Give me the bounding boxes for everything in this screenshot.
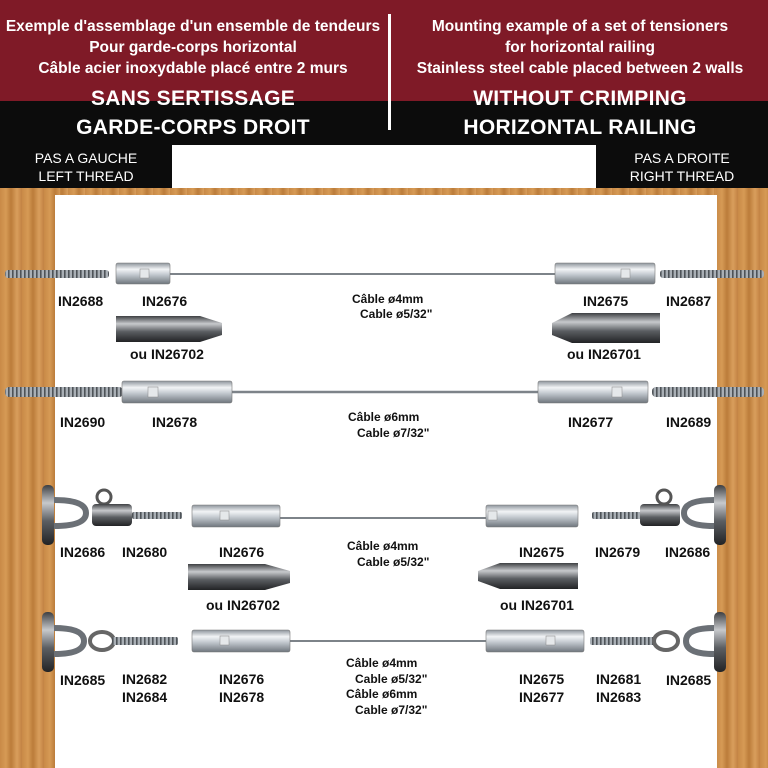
- row3-right-plate-label: IN2686: [665, 544, 711, 560]
- row4-left-eye-bolt: [90, 632, 114, 650]
- row1-right-stud: [660, 270, 764, 278]
- row4-left-eye-label-a: IN2682: [122, 671, 168, 687]
- en-title-2: HORIZONTAL RAILING: [463, 116, 697, 139]
- row4-left-tensioner: [192, 630, 290, 652]
- row3-right-alt-label: ou IN26701: [500, 597, 574, 613]
- row2-left-tensioner-label: IN2678: [152, 414, 198, 430]
- en-line-2: for horizontal railing: [505, 39, 655, 56]
- row3-right-pad-eye: [684, 500, 714, 526]
- row1-right-tensioner-label: IN2675: [583, 293, 629, 309]
- row3-assembly: [42, 485, 726, 590]
- row4-cable-label-en-a: Cable ø5/32": [355, 671, 428, 686]
- row4-cable-label-en-b: Cable ø7/32": [355, 702, 428, 717]
- row3-cable-label-fr: Câble ø4mm: [347, 539, 419, 553]
- row3-right-plate: [714, 485, 726, 545]
- row3-left-tensioner: [192, 505, 280, 527]
- row4-cable-labels: [346, 656, 427, 718]
- row4-left-eye-label-b: IN2684: [122, 689, 168, 705]
- row2-right-stud: [652, 387, 764, 397]
- right-thread-en: RIGHT THREAD: [629, 168, 735, 184]
- row3-right-tensioner: [486, 505, 578, 527]
- row1-cable-label-fr: Câble ø4mm: [352, 292, 424, 306]
- row4-left-plate-label: IN2685: [60, 672, 106, 688]
- row3-right-tensioner-label: IN2675: [519, 544, 565, 560]
- row2-left-tensioner: [122, 381, 232, 403]
- fr-line-3: Câble acier inoxydable placé entre 2 murs: [38, 60, 348, 77]
- row4-right-plate: [714, 612, 726, 672]
- row1-right-tensioner: [555, 263, 655, 284]
- row1-left-alt-label: ou IN26702: [130, 346, 204, 362]
- row4-left-tensioner-labels: [219, 670, 264, 706]
- row1-right-stud-label: IN2687: [666, 293, 712, 309]
- row2-assembly: [5, 381, 764, 403]
- row4-left-eye-labels: [122, 670, 167, 706]
- row2-cable-label-fr: Câble ø6mm: [348, 410, 420, 424]
- row2-left-stud-label: IN2690: [60, 414, 106, 430]
- row2-right-tensioner-label: IN2677: [568, 414, 614, 430]
- row4-left-tensioner-label-a: IN2676: [219, 671, 265, 687]
- row3-left-pad-eye: [54, 500, 86, 526]
- row4-left-pad-eye: [54, 628, 84, 654]
- left-thread-en: LEFT THREAD: [38, 168, 134, 184]
- row4-left-tensioner-label-b: IN2678: [219, 689, 265, 705]
- row3-left-tensioner-label: IN2676: [219, 544, 265, 560]
- row4-right-tensioner-labels: [519, 670, 564, 706]
- row4-right-tensioner-label-a: IN2675: [519, 671, 565, 687]
- row1-left-stud: [5, 270, 109, 278]
- row4-right-tensioner-label-b: IN2677: [519, 689, 565, 705]
- en-line-3: Stainless steel cable placed between 2 walls: [416, 60, 744, 77]
- row4-cable-label-fr-b: Câble ø6mm: [346, 687, 418, 701]
- row4-right-plate-label: IN2685: [666, 672, 712, 688]
- row4-right-eye-labels: [596, 670, 641, 706]
- right-thread-fr: PAS A DROITE: [634, 150, 730, 166]
- fr-line-2: Pour garde-corps horizontal: [89, 39, 297, 56]
- row1-cable-label-en: Cable ø5/32": [360, 307, 433, 321]
- row3-left-plate: [42, 485, 54, 545]
- row3-left-alt-label: ou IN26702: [206, 597, 280, 613]
- row1-left-tensioner-label: IN2676: [142, 293, 188, 309]
- left-thread-fr: PAS A GAUCHE: [34, 150, 138, 166]
- row4-right-eye-label-b: IN2683: [596, 689, 642, 705]
- row3-left-alt-tensioner: [188, 564, 290, 590]
- row3-right-alt-tensioner: [478, 563, 578, 589]
- row1-left-alt-tensioner: [116, 316, 222, 342]
- en-line-1: Mounting example of a set of tensioners: [431, 18, 729, 35]
- fr-title-2: GARDE-CORPS DROIT: [76, 116, 310, 139]
- row3-cable-label-en: Cable ø5/32": [357, 555, 430, 569]
- row3-left-fork-label: IN2680: [122, 544, 168, 560]
- row3-right-fork: [640, 504, 680, 526]
- row4-right-tensioner: [486, 630, 584, 652]
- row2-cable-label-en: Cable ø7/32": [357, 426, 430, 440]
- row3-right-fork-label: IN2679: [595, 544, 641, 560]
- row2-left-stud: [5, 387, 123, 397]
- row2-right-tensioner: [538, 381, 648, 403]
- fr-line-1: Exemple d'assemblage d'un ensemble de tendeurs: [5, 18, 381, 35]
- row4-cable-label-fr-a: Câble ø4mm: [346, 656, 418, 670]
- row1-right-alt-label: ou IN26701: [567, 346, 641, 362]
- fr-title-1: SANS SERTISSAGE: [90, 87, 296, 110]
- row4-right-eye-label-a: IN2681: [596, 671, 642, 687]
- row4-right-pad-eye: [686, 628, 714, 654]
- row3-left-fork: [92, 504, 132, 526]
- row4-left-plate: [42, 612, 54, 672]
- row1-left-stud-label: IN2688: [58, 293, 104, 309]
- row2-right-stud-label: IN2689: [666, 414, 712, 430]
- row3-left-plate-label: IN2686: [60, 544, 106, 560]
- row4-right-eye-bolt: [654, 632, 678, 650]
- en-title-1: WITHOUT CRIMPING: [473, 87, 687, 110]
- row1-right-alt-tensioner: [552, 313, 660, 343]
